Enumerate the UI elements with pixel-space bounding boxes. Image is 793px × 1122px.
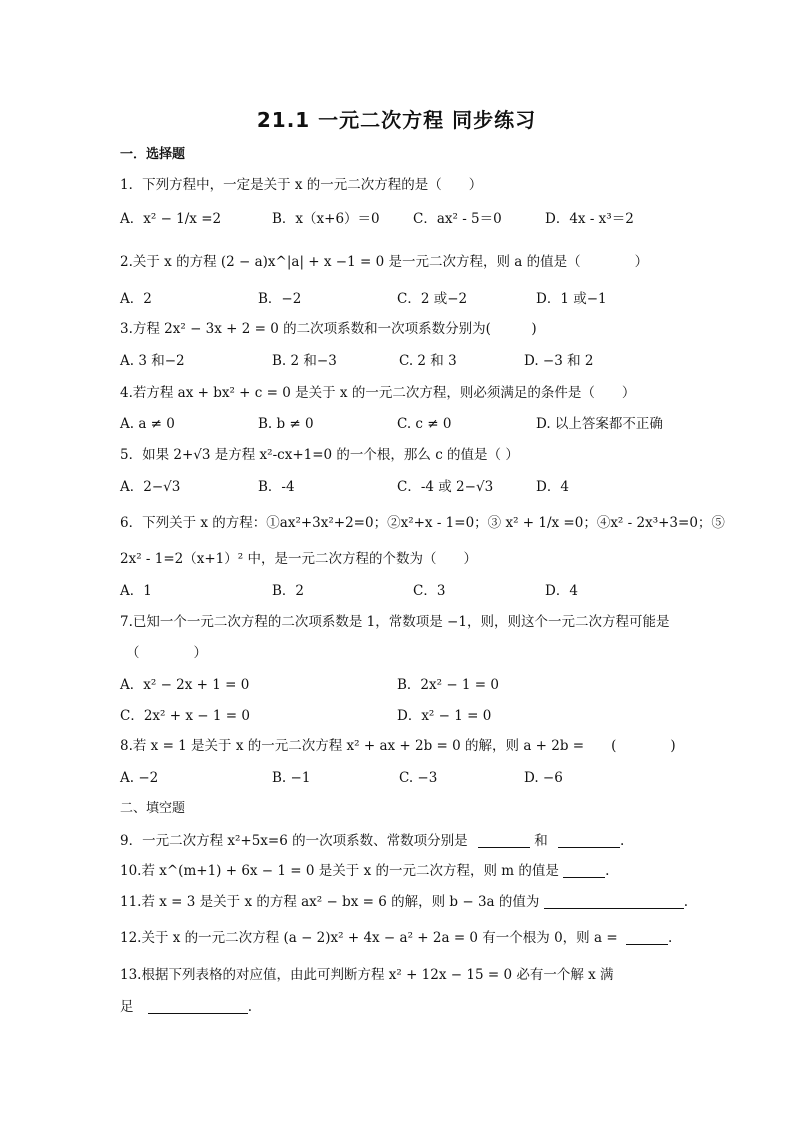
q11-end: . xyxy=(683,894,688,910)
q7-stem-line2: （ ） xyxy=(126,645,207,661)
q6-option-a: A．1 xyxy=(120,583,152,599)
q10-blank[interactable] xyxy=(563,863,605,878)
section-heading-choice: 一．选择题 xyxy=(120,147,186,162)
q8-option-d: D. −6 xyxy=(524,770,563,786)
q5-option-d: D．4 xyxy=(536,479,569,495)
q6-option-c: C．3 xyxy=(413,583,446,599)
q11-stem: 11.若 x = 3 是关于 x 的方程 ax² − bx = 6 的解，则 b − 3a 的值为 xyxy=(120,894,540,910)
q13-line2 xyxy=(120,998,252,1016)
q3-stem: 3.方程 2x² − 3x + 2 = 0 的二次项系数和一次项系数分别为( ) xyxy=(120,321,537,337)
q1-option-c: C．ax² - 5＝0 xyxy=(413,211,502,227)
q1-option-d: D．4x - x³＝2 xyxy=(545,211,634,227)
q8-option-c: C. −3 xyxy=(399,770,438,786)
q13-stem-line2: 足 xyxy=(120,999,134,1015)
q2-option-d: D．1 或−1 xyxy=(536,291,607,307)
q5-option-a: A．2−√3 xyxy=(120,479,181,495)
q5-option-c: C．-4 或 2−√3 xyxy=(397,479,494,495)
q12-blank[interactable] xyxy=(626,930,668,945)
q1-stem: 1．下列方程中，一定是关于 x 的一元二次方程的是（ ） xyxy=(120,177,483,193)
q7-option-b: B．2x² − 1 = 0 xyxy=(397,677,500,693)
q7-option-d: D．x² − 1 = 0 xyxy=(397,708,492,724)
q1-option-a: A．x² − 1/x =2 xyxy=(120,211,222,227)
q8-option-b: B. −1 xyxy=(272,770,311,786)
q4-stem: 4.若方程 ax + bx² + c = 0 是关于 x 的一元二次方程，则必须满足的条件是（ ） xyxy=(120,385,636,401)
q10-stem: 10.若 x^(m+1) + 6x − 1 = 0 是关于 x 的一元二次方程，则 m 的值是 xyxy=(120,863,559,879)
q12-line xyxy=(120,929,672,947)
q4-option-b: B. b ≠ 0 xyxy=(258,416,314,432)
q8-option-a: A. −2 xyxy=(120,770,159,786)
section-heading-fill: 二、填空题 xyxy=(120,801,186,816)
q10-line xyxy=(120,862,609,880)
q9-end: . xyxy=(620,833,625,849)
q2-option-c: C．2 或−2 xyxy=(397,291,468,307)
q5-stem: 5．如果 2+√3 是方程 x²-cx+1=0 的一个根，那么 c 的值是（ ） xyxy=(120,447,519,463)
q2-option-b: B．−2 xyxy=(258,291,302,307)
q10-end: . xyxy=(605,863,610,879)
q8-stem: 8.若 x = 1 是关于 x 的一元二次方程 x² + ax + 2b = 0 的解，则 a + 2b = ( ) xyxy=(120,738,676,754)
q2-option-a: A．2 xyxy=(120,291,152,307)
q6-stem-line2: 2x² - 1=2（x+1）² 中，是一元二次方程的个数为（ ） xyxy=(120,551,477,567)
q12-end: . xyxy=(667,930,673,946)
page-title: 21.1 一元二次方程 同步练习 xyxy=(256,108,537,132)
q2-stem: 2.关于 x 的方程 (2 − a)x^|a| + x −1 = 0 是一元二次方程，则 a 的值是（ ） xyxy=(120,254,649,270)
q9-line xyxy=(120,832,624,850)
q9-mid: 和 xyxy=(534,833,548,849)
q4-option-d: D. 以上答案都不正确 xyxy=(536,416,663,432)
q6-option-b: B．2 xyxy=(272,583,305,599)
q6-option-d: D．4 xyxy=(545,583,578,599)
q13-blank[interactable] xyxy=(148,999,248,1014)
q9-blank-2[interactable] xyxy=(558,833,620,848)
q9-stem: 9．一元二次方程 x²+5x=6 的一次项系数、常数项分别是 xyxy=(120,833,468,849)
q3-option-d: D. −3 和 2 xyxy=(524,353,594,369)
q13-stem-line1: 13.根据下列表格的对应值，由此可判断方程 x² + 12x − 15 = 0 必有一个解 x 满 xyxy=(120,967,614,983)
q4-option-c: C. c ≠ 0 xyxy=(397,416,452,432)
q9-blank-1[interactable] xyxy=(478,833,530,848)
q7-stem-line1: 7.已知一个一元二次方程的二次项系数是 1，常数项是 −1，则，则这个一元二次方程可能是 xyxy=(120,614,670,630)
q4-option-a: A. a ≠ 0 xyxy=(120,416,175,432)
q3-option-a: A. 3 和−2 xyxy=(120,353,185,369)
q12-stem: 12.关于 x 的一元二次方程 (a − 2)x² + 4x − a² + 2a = 0 有一个根为 0，则 a = xyxy=(120,930,618,946)
q3-option-c: C. 2 和 3 xyxy=(399,353,457,369)
q7-option-a: A．x² − 2x + 1 = 0 xyxy=(120,677,250,693)
q6-stem-line1: 6．下列关于 x 的方程：①ax²+3x²+2=0；②x²+x - 1=0；③ x² + 1/x =0；④x² - 2x³+3=0；⑤ xyxy=(120,515,725,531)
q11-line xyxy=(120,893,688,911)
q13-end: . xyxy=(247,999,253,1015)
q11-blank[interactable] xyxy=(544,894,684,909)
q3-option-b: B. 2 和−3 xyxy=(272,353,337,369)
q1-option-b: B．x（x+6）＝0 xyxy=(272,211,380,227)
q5-option-b: B．-4 xyxy=(258,479,295,495)
q7-option-c: C．2x² + x − 1 = 0 xyxy=(120,708,250,724)
